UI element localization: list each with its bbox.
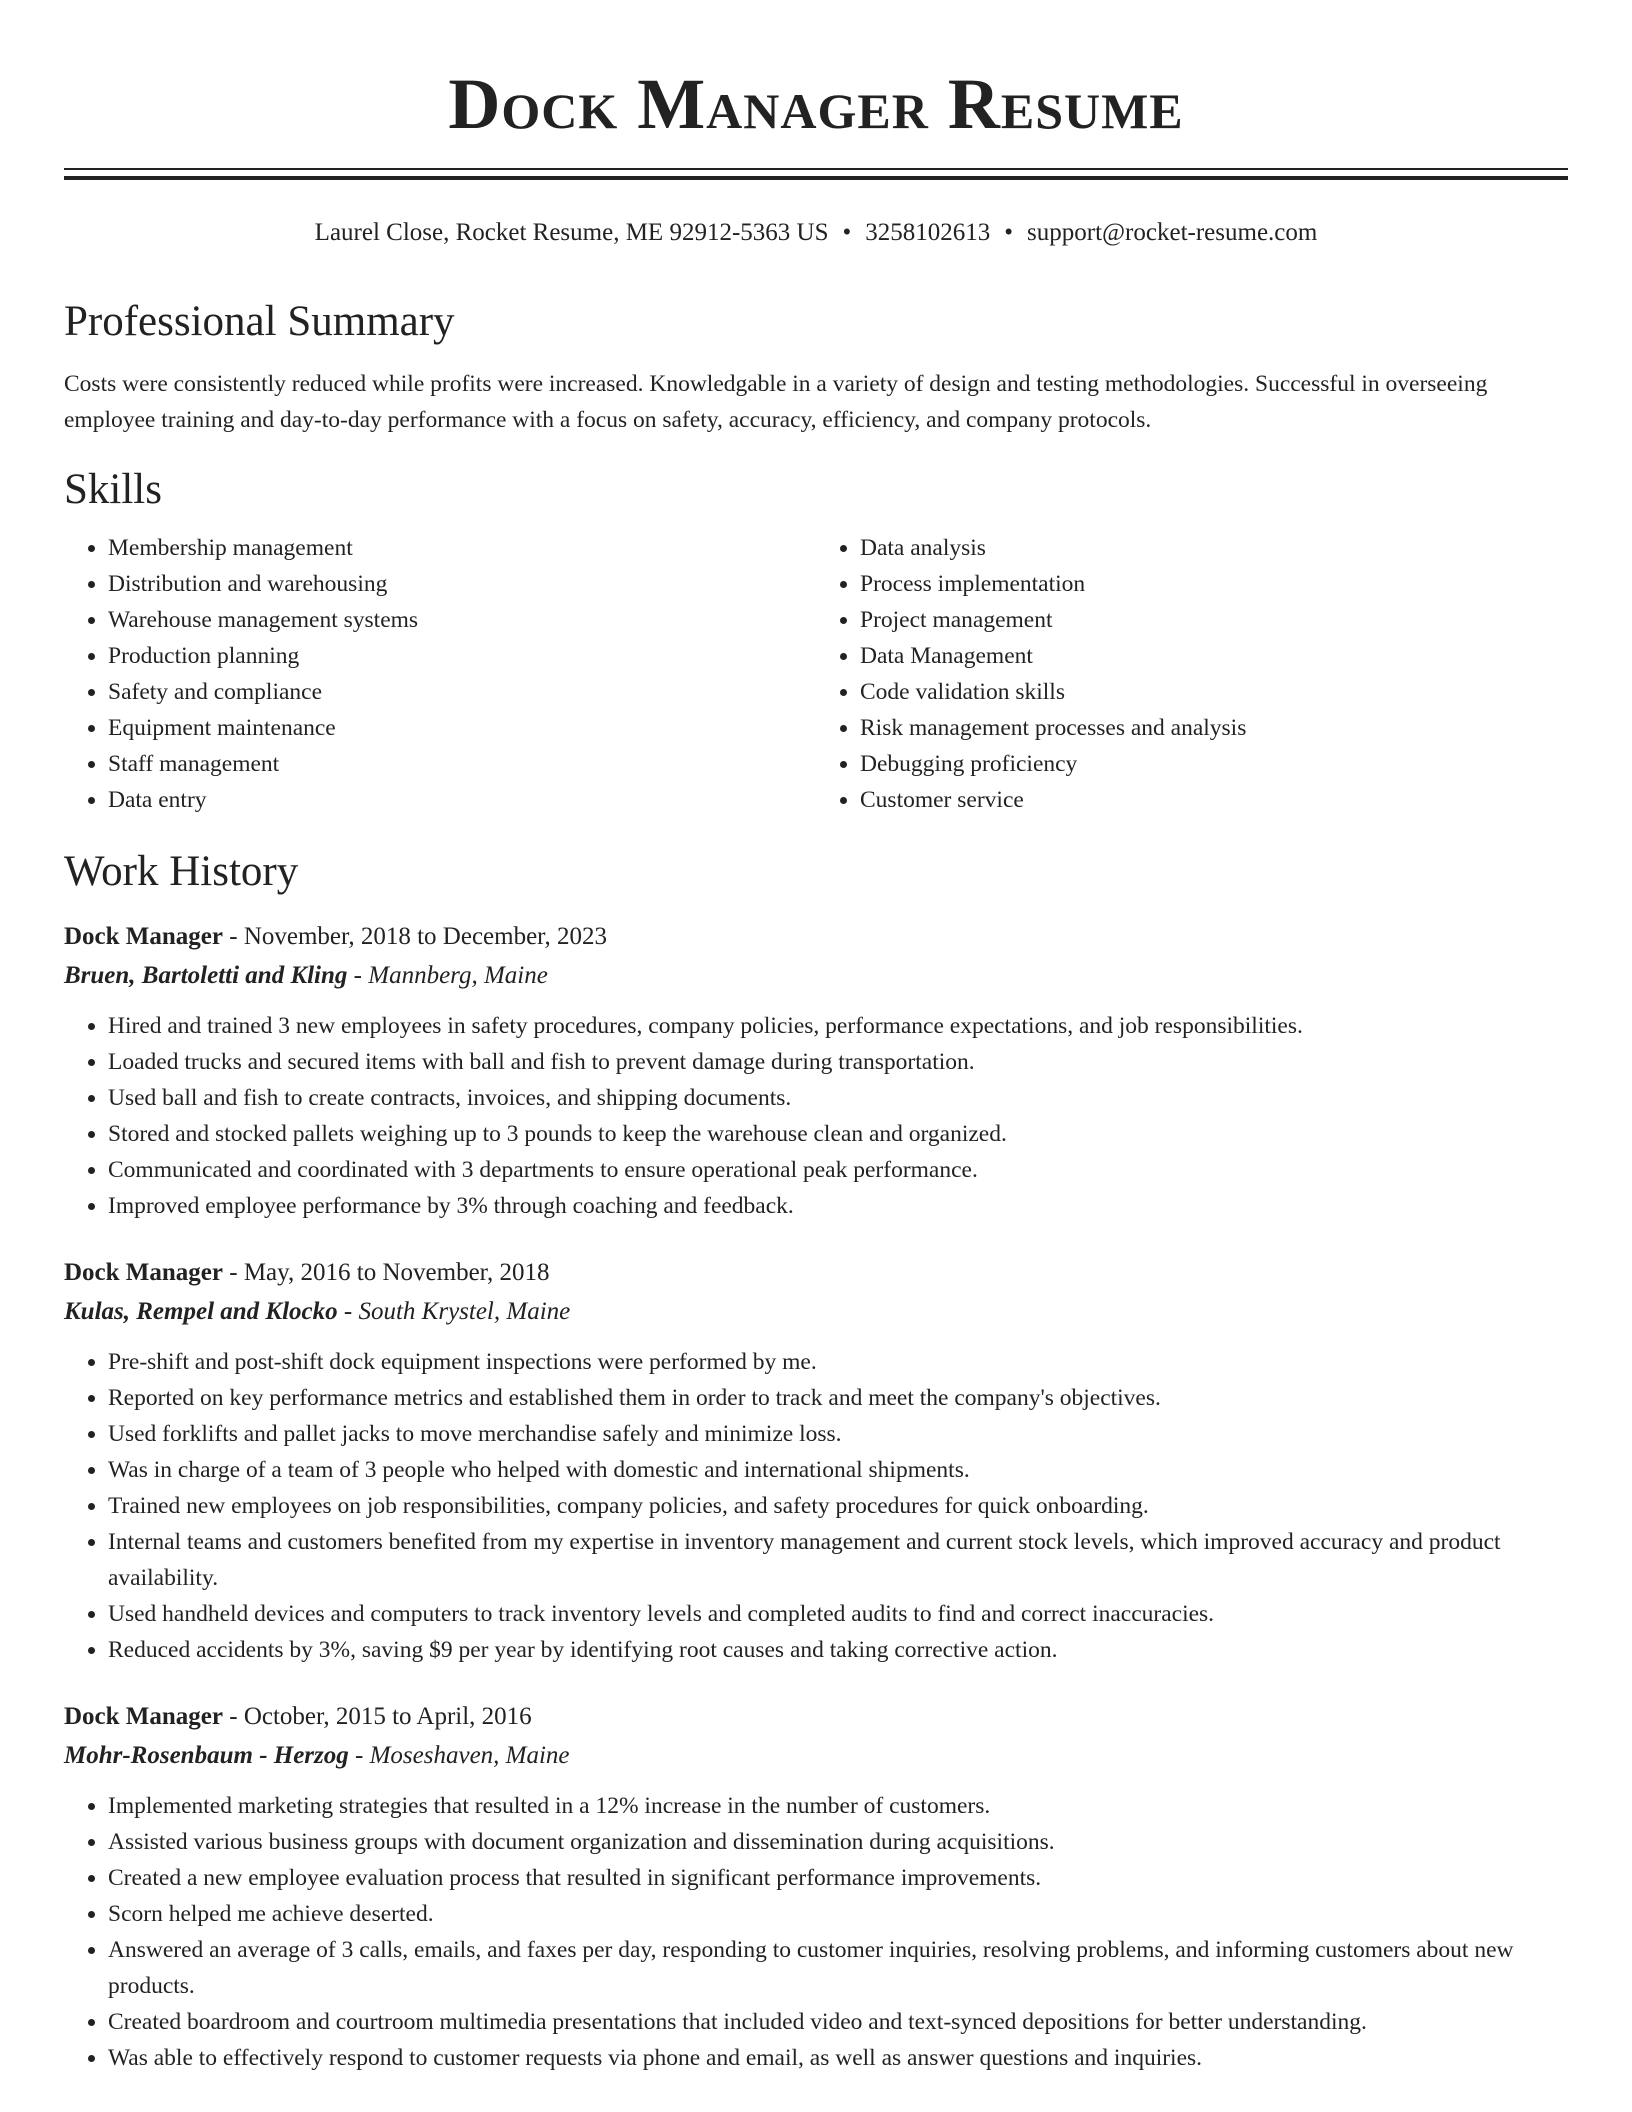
job-bullet: • Scorn helped me achieve deserted.: [108, 1896, 1568, 1932]
job-bullet: • Internal teams and customers benefited from my expertise in inventory management and current stock levels, which improved accuracy and product availability.: [108, 1524, 1568, 1596]
skill-item: • Membership management: [108, 530, 816, 566]
skill-item: • Project management: [860, 602, 1568, 638]
contact-line: [64, 216, 1568, 250]
job-company: Bruen, Bartoletti and Kling: [64, 962, 348, 989]
title-divider-thin: [64, 168, 1568, 170]
job-bullet: • Trained new employees on job responsibilities, company policies, and safety procedures for quick onboarding.: [108, 1488, 1568, 1524]
job-company-line: [64, 1292, 1568, 1332]
job-bullets: [64, 1008, 1568, 1224]
skills-list-right: [816, 530, 1568, 818]
job-entry: [64, 1254, 1568, 1668]
job-bullet: • Improved employee performance by 3% through coaching and feedback.: [108, 1188, 1568, 1224]
resume-title: Dock Manager Resume: [448, 64, 1184, 144]
job-bullet: • Used ball and fish to create contracts, invoices, and shipping documents.: [108, 1080, 1568, 1116]
skill-item: • Data Management: [860, 638, 1568, 674]
skill-item: • Data entry: [108, 782, 816, 818]
job-location: - South Krystel, Maine: [337, 1298, 571, 1325]
job-bullet: • Used handheld devices and computers to track inventory levels and completed audits to find and correct inaccuracies.: [108, 1596, 1568, 1632]
job-bullet: • Stored and stocked pallets weighing up to 3 pounds to keep the warehouse clean and organized.: [108, 1116, 1568, 1152]
job-company: Mohr-Rosenbaum - Herzog: [64, 1742, 349, 1769]
job-role: Dock Manager: [64, 923, 223, 950]
skills-list-left: [64, 530, 816, 818]
skills-columns: [64, 530, 1568, 818]
skill-item: • Customer service: [860, 782, 1568, 818]
summary-heading: Professional Summary: [64, 298, 455, 345]
job-bullet: • Implemented marketing strategies that resulted in a 12% increase in the number of customers.: [108, 1788, 1568, 1824]
job-dates: - November, 2018 to December, 2023: [223, 923, 607, 950]
job-bullet: • Used forklifts and pallet jacks to move merchandise safely and minimize loss.: [108, 1416, 1568, 1452]
job-bullet: • Reduced accidents by 3%, saving $9 per year by identifying root causes and taking corrective action.: [108, 1632, 1568, 1668]
job-header: [64, 1254, 1568, 1292]
job-bullet: • Reported on key performance metrics and established them in order to track and meet the company's objectives.: [108, 1380, 1568, 1416]
job-entry: [64, 918, 1568, 1224]
title-divider-thick: [64, 176, 1568, 180]
contact-separator: •: [1004, 219, 1014, 246]
job-entry: [64, 1698, 1568, 2076]
skills-section: [64, 462, 1568, 818]
contact-address: Laurel Close, Rocket Resume, ME 92912-5363 US: [314, 219, 829, 246]
skills-heading: Skills: [64, 466, 162, 513]
job-company: Kulas, Rempel and Klocko: [64, 1298, 338, 1325]
skill-item: • Distribution and warehousing: [108, 566, 816, 602]
skill-item: • Equipment maintenance: [108, 710, 816, 746]
contact-email: support@rocket-resume.com: [1027, 219, 1318, 246]
job-header: [64, 1698, 1568, 1736]
skill-item: • Process implementation: [860, 566, 1568, 602]
job-bullet: • Communicated and coordinated with 3 departments to ensure operational peak performance.: [108, 1152, 1568, 1188]
job-bullet: • Created a new employee evaluation process that resulted in significant performance improvements.: [108, 1860, 1568, 1896]
job-bullet: • Loaded trucks and secured items with ball and fish to prevent damage during transportation.: [108, 1044, 1568, 1080]
job-location: - Mannberg, Maine: [347, 962, 548, 989]
job-bullets: [64, 1788, 1568, 2076]
job-role: Dock Manager: [64, 1259, 223, 1286]
work-history-heading: Work History: [64, 848, 299, 895]
job-location: - Moseshaven, Maine: [348, 1742, 570, 1769]
job-bullet: • Created boardroom and courtroom multimedia presentations that included video and text-synced depositions for better understanding.: [108, 2004, 1568, 2040]
job-role: Dock Manager: [64, 1703, 223, 1730]
summary-text: Costs were consistently reduced while profits were increased. Knowledgable in a variety of design and testing methodologies. Successful in overseeing employee training and day-to-day performance with a focus on safety, accuracy, efficiency, and company protocols.: [64, 371, 1488, 433]
job-bullet: • Was in charge of a team of 3 people who helped with domestic and international shipments.: [108, 1452, 1568, 1488]
contact-phone: 3258102613: [865, 219, 991, 246]
job-header: [64, 918, 1568, 956]
job-dates: - October, 2015 to April, 2016: [223, 1703, 532, 1730]
skill-item: • Risk management processes and analysis: [860, 710, 1568, 746]
skill-item: • Safety and compliance: [108, 674, 816, 710]
job-bullet: • Was able to effectively respond to customer requests via phone and email, as well as answer questions and inquiries.: [108, 2040, 1568, 2076]
skill-item: • Warehouse management systems: [108, 602, 816, 638]
job-bullet: • Answered an average of 3 calls, emails, and faxes per day, responding to customer inquiries, resolving problems, and informing customers about new products.: [108, 1932, 1568, 2004]
job-company-line: [64, 1736, 1568, 1776]
job-bullet: • Pre-shift and post-shift dock equipment inspections were performed by me.: [108, 1344, 1568, 1380]
skill-item: • Staff management: [108, 746, 816, 782]
skill-item: • Code validation skills: [860, 674, 1568, 710]
skill-item: • Production planning: [108, 638, 816, 674]
job-bullet: • Hired and trained 3 new employees in safety procedures, company policies, performance expectations, and job responsibilities.: [108, 1008, 1568, 1044]
job-bullets: [64, 1344, 1568, 1668]
contact-separator: •: [842, 219, 852, 246]
work-history-section: [64, 844, 1568, 2076]
job-dates: - May, 2016 to November, 2018: [223, 1259, 550, 1286]
job-company-line: [64, 956, 1568, 996]
skill-item: • Debugging proficiency: [860, 746, 1568, 782]
summary-section: [64, 294, 1568, 438]
skill-item: • Data analysis: [860, 530, 1568, 566]
job-bullet: • Assisted various business groups with document organization and dissemination during acquisitions.: [108, 1824, 1568, 1860]
